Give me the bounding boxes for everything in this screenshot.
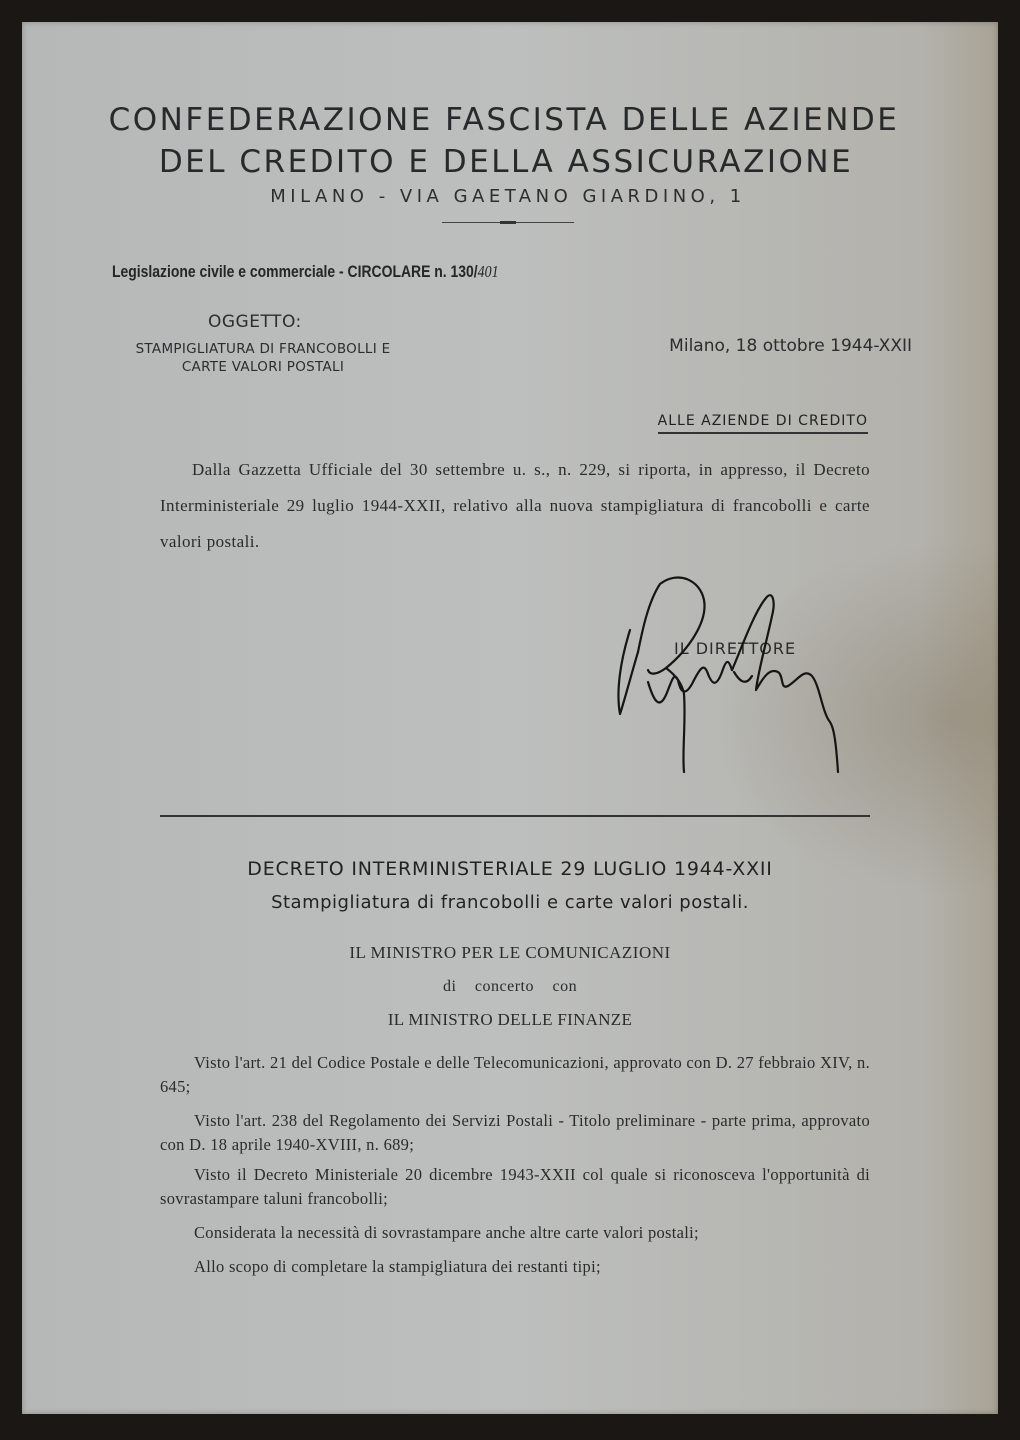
circular-reference [112,262,499,282]
subject-line-2: CARTE VALORI POSTALI [181,359,345,375]
letterhead-divider [442,222,574,223]
addressee: ALLE AZIENDE DI CREDITO [658,413,868,434]
subject-text [108,340,418,376]
document-page [22,22,998,1414]
minister-communications: IL MINISTRO PER LE COMUNICAZIONI [349,943,671,962]
decree-title: DECRETO INTERMINISTERIALE 29 LUGLIO 1944-XXII [247,858,773,880]
subject-label: OGGETTO: [208,312,302,332]
whereas-clause: Considerata la necessità di sovrastampare anche altre carte valori postali; [194,1223,699,1242]
circular-number-suffix: 401 [477,262,499,281]
whereas-clause: Visto l'art. 21 del Codice Postale e delle Telecomunicazioni, approvato con D. 27 febbraio XIV, n. 645; [160,1053,870,1096]
whereas-clause: Visto l'art. 238 del Regolamento dei Servizi Postali - Titolo preliminare - parte prima, approvato con D. 18 aprile 1940-XVIII, n. 689; [160,1111,870,1154]
whereas-clause: Allo scopo di completare la stampigliatura dei restanti tipi; [194,1257,601,1276]
letterhead-line-2: DEL CREDITO E DELLA ASSICURAZIONE [158,144,854,180]
decree-subtitle: Stampigliatura di francobolli e carte valori postali. [271,892,749,913]
whereas-clause: Visto il Decreto Ministeriale 20 dicembre 1943-XXII col quale si riconosceva l'opportunità di sovrastampare taluni francobolli; [160,1165,870,1208]
circular-label: Legislazione civile e commerciale - CIRCOLARE n. 130/ [112,262,478,281]
handwritten-signature [608,572,868,782]
subject-line-1: STAMPIGLIATURA DI FRANCOBOLLI E [135,341,391,357]
intro-paragraph: Dalla Gazzetta Ufficiale del 30 settembre u. s., n. 229, si riporta, in appresso, il Decreto Interministeriale 29 luglio 1944-XXII, relativo alla nuova stampigliatura di francobolli e carte valori postali. [160,460,870,551]
minister-finance: IL MINISTRO DELLE FINANZE [387,1010,633,1029]
letterhead-line-1: CONFEDERAZIONE FASCISTA DELLE AZIENDE [108,102,900,138]
letterhead-address: MILANO - VIA GAETANO GIARDINO, 1 [270,186,746,207]
section-divider [160,815,870,817]
concerto-line: di concerto con [442,978,578,995]
document-date: Milano, 18 ottobre 1944-XXII [669,336,912,356]
signature-label: IL DIRETTORE [674,639,797,658]
